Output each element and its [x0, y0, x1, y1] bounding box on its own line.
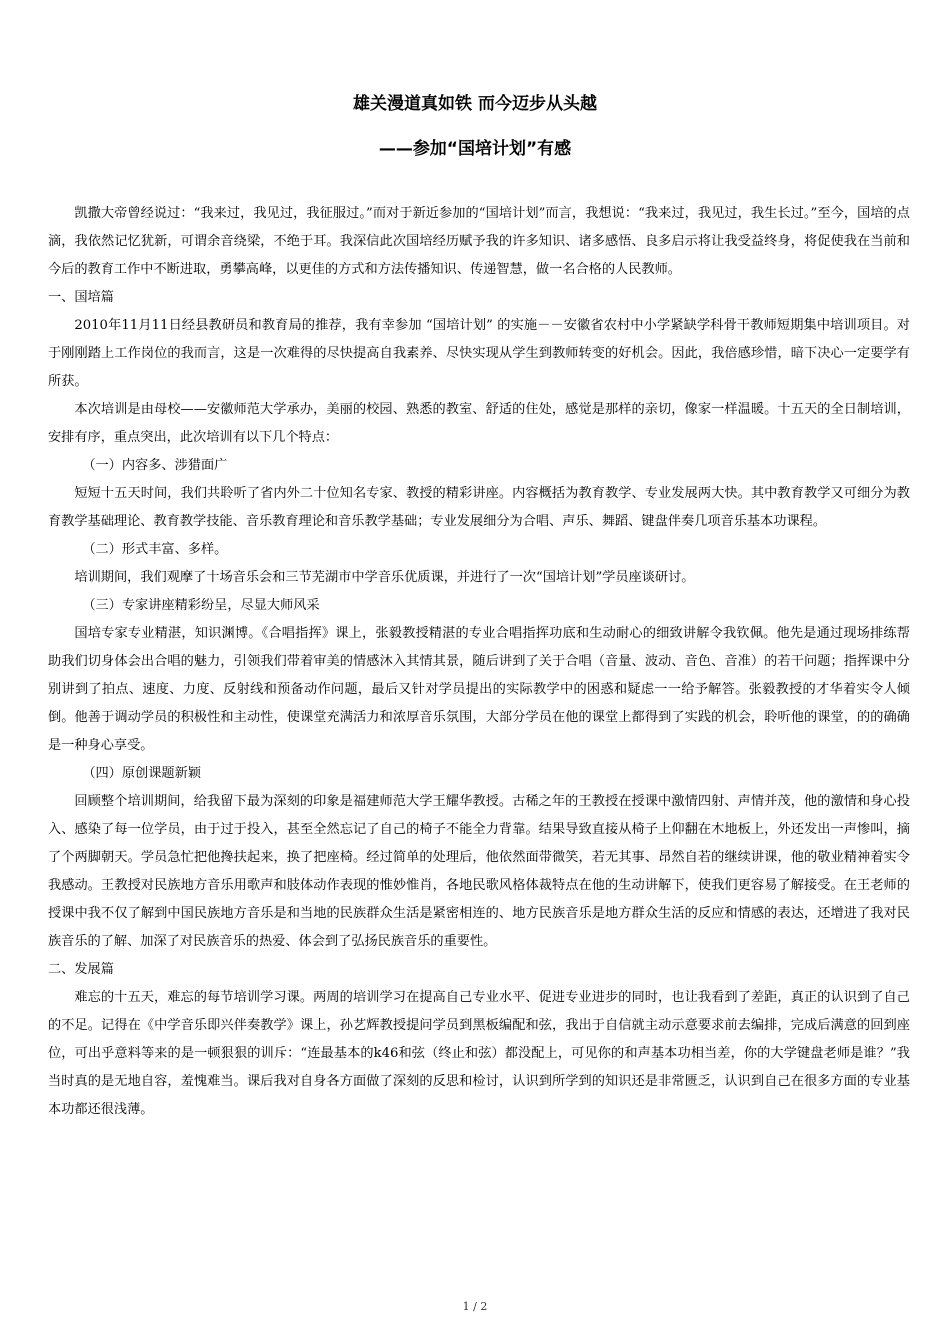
section-heading-fazhan: 二、发展篇: [48, 962, 114, 977]
paragraph: 短短十五天时间，我们共聆听了省内外二十位知名专家、教授的精彩讲座。内容概括为教育教学、专业发展两大快。其中教育教学又可细分为教育教学基础理论、教育教学技能、音乐教育理论和音乐教学基础；专业发展细分为合唱、声乐、舞蹈、键盘伴奏几项音乐基本功课程。: [48, 486, 910, 529]
paragraph: 培训期间，我们观摩了十场音乐会和三节芜湖市中学音乐优质课，并进行了一次“国培计划”学员座谈研讨。: [74, 570, 695, 585]
paragraph-intro: 凯撒大帝曾经说过：“我来过，我见过，我征服过。”而对于新近参加的“国培计划”而言，我想说：“我来过，我见过，我生长过。”至今，国培的点滴，我依然记忆犹新，可谓余音绕梁，不绝于耳。我深信此次国培经历赋予我的许多知识、诸多感悟、良多启示将让我受益终身，将促使我在当前和今后的教育工作中不断进取，勇攀高峰，以更佳的方式和方法传播知识、传递智慧，做一名合格的人民教师。: [48, 206, 910, 277]
subheading-2: （二）形式丰富、多样。: [82, 542, 228, 557]
subheading-4: （四）原创课题新颖: [82, 766, 201, 781]
page-number: 1 / 2: [462, 1300, 488, 1313]
paragraph: 本次培训是由母校——安徽师范大学承办，美丽的校园、熟悉的教室、舒适的住处，感觉是那样的亲切，像家一样温暖。十五天的全日制培训，安排有序，重点突出，此次培训有以下几个特点：: [48, 402, 910, 445]
page-subtitle: ——参加“国培计划”有感: [378, 139, 572, 159]
article-body: [48, 200, 910, 1124]
page-title: 雄关漫道真如铁 而今迈步从头越: [353, 94, 597, 114]
paragraph: 国培专家专业精湛，知识渊博。《合唱指挥》课上，张毅教授精湛的专业合唱指挥功底和生动耐心的细致讲解令我钦佩。他先是通过现场排练帮助我们切身体会出合唱的魅力，引领我们带着审美的情感沐入其情其景，随后讲到了关于合唱（音量、波动、音色、音准）的若干问题；指挥课中分别讲到了拍点、速度、力度、反射线和预备动作问题，最后又针对学员提出的实际教学中的困惑和疑虑一一给予解答。张毅教授的才华着实令人倾倒。他善于调动学员的积极性和主动性，使课堂充满活力和浓厚音乐氛围，大部分学员在他的课堂上都得到了实践的机会，聆听他的课堂，的的确确是一种身心享受。: [48, 626, 910, 753]
section-heading-guopei: 一、国培篇: [48, 290, 114, 305]
subheading-3: （三）专家讲座精彩纷呈，尽显大师风采: [82, 598, 320, 613]
subheading-1: （一）内容多、涉猎面广: [82, 458, 228, 473]
paragraph: 回顾整个培训期间，给我留下最为深刻的印象是福建师范大学王耀华教授。古稀之年的王教授在授课中激情四射、声情并茂，他的激情和身心投入、感染了每一位学员，由于过于投入，甚至全然忘记了自己的椅子不能全力背靠。结果导致直接从椅子上仰翻在木地板上，外还发出一声惨叫，摘了个两脚朝天。学员急忙把他搀扶起来，换了把座椅。经过简单的处理后，他依然面带微笑，若无其事、昂然自若的继续讲课，他的敬业精神着实令我感动。王教授对民族地方音乐用歌声和肢体动作表现的惟妙惟肖，各地民歌风格体裁特点在他的生动讲解下，使我们更容易了解接受。在王老师的授课中我不仅了解到中国民族地方音乐是和当地的民族群众生活是紧密相连的、地方民族音乐是地方群众生活的反应和情感的表达，还增进了我对民族音乐的了解、加深了对民族音乐的热爱、体会到了弘扬民族音乐的重要性。: [48, 794, 910, 949]
paragraph: 难忘的十五天，难忘的每节培训学习课。两周的培训学习在提高自己专业水平、促进专业进步的同时，也让我看到了差距，真正的认识到了自己的不足。记得在《中学音乐即兴伴奏教学》课上，孙艺辉教授提问学员到黑板编配和弦，我出于自信就主动示意要求前去编排，完成后满意的回到座位，可出乎意料等来的是一顿狠狠的训斥：“连最基本的k46和弦（终止和弦）都没配上，可见你的和声基本功相当差，你的大学键盘老师是谁？”我当时真的是无地自容，羞愧难当。课后我对自身各方面做了深刻的反思和检讨，认识到所学到的知识还是非常匮乏，认识到自己在很多方面的专业基本功都还很浅薄。: [48, 990, 910, 1117]
paragraph: 2010年11月11日经县教研员和教育局的推荐，我有幸参加 “国培计划” 的实施－－安徽省农村中小学紧缺学科骨干教师短期集中培训项目。对于刚刚踏上工作岗位的我而言，这是一次难得的尽快提高自我素养、尽快实现从学生到教师转变的好机会。因此，我倍感珍惜，暗下决心一定要学有所获。: [48, 318, 910, 389]
